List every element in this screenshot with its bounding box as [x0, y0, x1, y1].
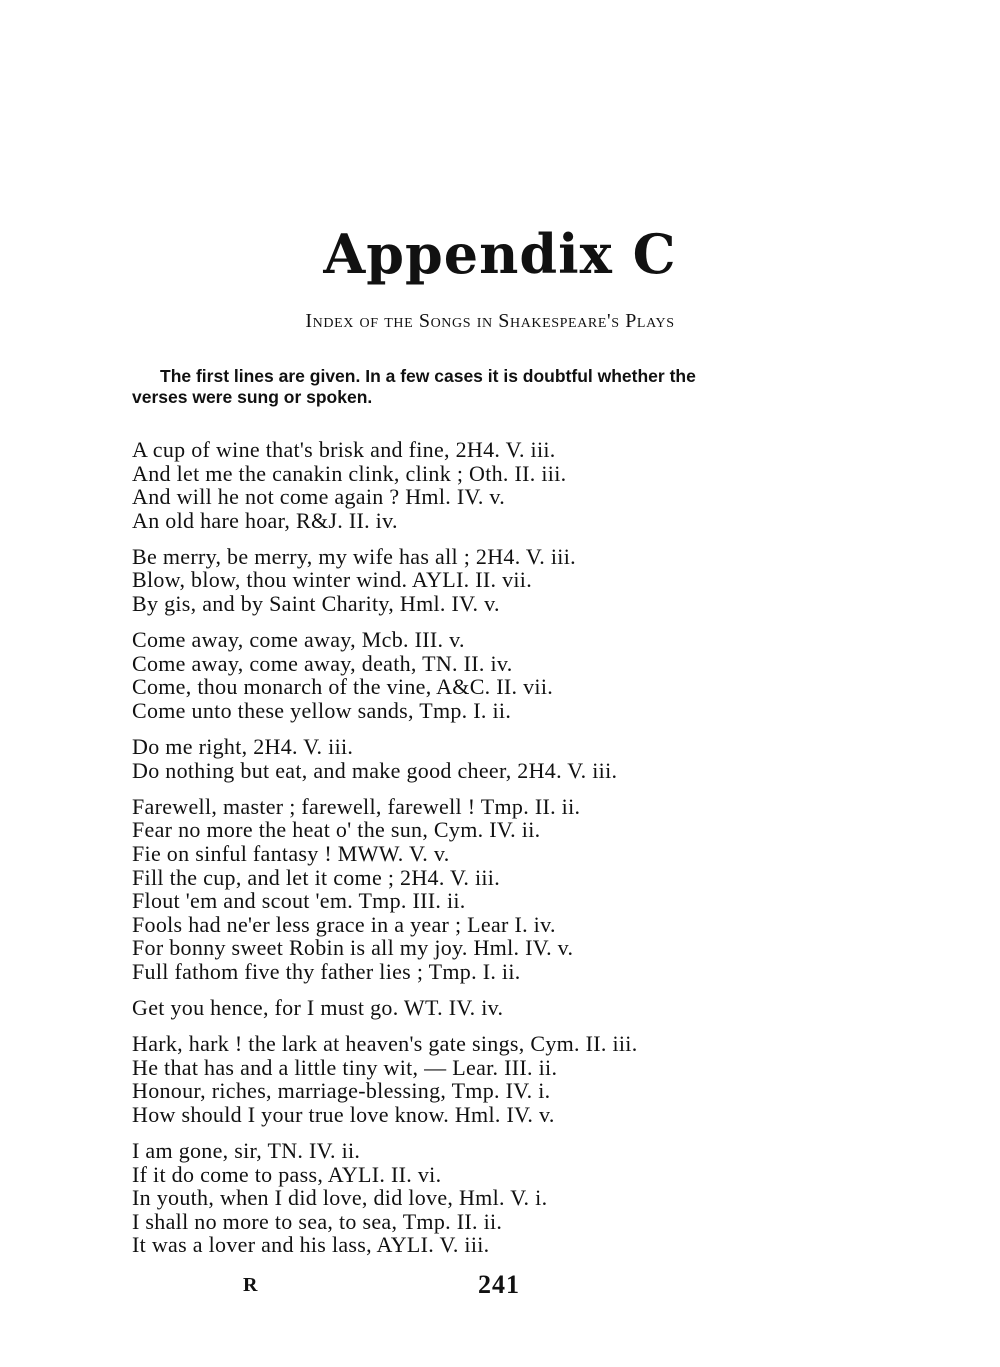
entry-group	[132, 628, 832, 722]
song-entry: Flout 'em and scout 'em. Tmp. III. ii.	[132, 888, 466, 914]
entry-group	[132, 1139, 832, 1257]
song-entry: Come away, come away, Mcb. III. v.	[132, 627, 465, 653]
page-title: Appendix C	[323, 222, 677, 286]
intro-line-1: The first lines are given. In a few cases it is doubtful whether the	[160, 366, 696, 386]
song-entry: A cup of wine that's brisk and fine, 2H4. V. iii.	[132, 437, 556, 462]
song-entry: He that has and a little tiny wit, — Lear. III. ii.	[132, 1054, 558, 1080]
entry-group	[132, 1032, 832, 1126]
section-subtitle: Index of the Songs in Shakespeare's Plays	[305, 310, 675, 332]
song-entry: Hark, hark ! the lark at heaven's gate sings, Cym. II. iii.	[132, 1031, 638, 1057]
song-entry: Come away, come away, death, TN. II. iv.	[132, 650, 513, 676]
intro-paragraph	[132, 366, 867, 408]
entry-group	[132, 795, 832, 984]
intro-line-2: verses were sung or spoken.	[132, 387, 373, 407]
entry-group	[132, 545, 832, 616]
signature-mark: R	[243, 1274, 258, 1296]
song-entry: Get you hence, for I must go. WT. IV. iv.	[132, 994, 504, 1020]
song-entry: And will he not come again ? Hml. IV. v.	[132, 484, 506, 510]
song-entry: Fie on sinful fantasy ! MWW. V. v.	[132, 840, 450, 866]
song-entry: Come unto these yellow sands, Tmp. I. ii.	[132, 697, 512, 723]
song-entry: How should I your true love know. Hml. IV. v.	[132, 1101, 555, 1127]
song-index-list	[132, 438, 832, 1269]
song-entry: Farewell, master ; farewell, farewell ! Tmp. II. ii.	[132, 793, 581, 819]
song-entry: It was a lover and his lass, AYLI. V. iii.	[132, 1232, 490, 1258]
song-entry: I am gone, sir, TN. IV. ii.	[132, 1137, 361, 1163]
song-entry: And let me the canakin clink, clink ; Oth. II. iii.	[132, 460, 567, 486]
song-entry: An old hare hoar, R&J. II. iv.	[132, 507, 398, 533]
entry-group	[132, 996, 832, 1020]
song-entry: Do nothing but eat, and make good cheer, 2H4. V. iii.	[132, 757, 618, 783]
song-entry: Honour, riches, marriage-blessing, Tmp. IV. i.	[132, 1078, 551, 1104]
song-entry: I shall no more to sea, to sea, Tmp. II. ii.	[132, 1208, 503, 1234]
song-entry: In youth, when I did love, did love, Hml. V. i.	[132, 1185, 548, 1211]
song-entry: Fear no more the heat o' the sun, Cym. IV. ii.	[132, 817, 541, 843]
song-entry: For bonny sweet Robin is all my joy. Hml. IV. v.	[132, 935, 574, 961]
song-entry: By gis, and by Saint Charity, Hml. IV. v.	[132, 591, 500, 617]
song-entry: Fill the cup, and let it come ; 2H4. V. iii.	[132, 864, 501, 890]
song-entry: Blow, blow, thou winter wind. AYLI. II. vii.	[132, 567, 533, 593]
song-entry: Full fathom five thy father lies ; Tmp. I. ii.	[132, 958, 521, 984]
entry-group	[132, 735, 832, 782]
entry-group	[132, 438, 832, 532]
page-number: 241	[478, 1270, 520, 1299]
song-entry: Do me right, 2H4. V. iii.	[132, 734, 354, 760]
song-entry: Fools had ne'er less grace in a year ; Lear I. iv.	[132, 911, 556, 937]
song-entry: If it do come to pass, AYLI. II. vi.	[132, 1161, 442, 1187]
song-entry: Come, thou monarch of the vine, A&C. II. vii.	[132, 674, 554, 700]
song-entry: Be merry, be merry, my wife has all ; 2H4. V. iii.	[132, 543, 576, 569]
